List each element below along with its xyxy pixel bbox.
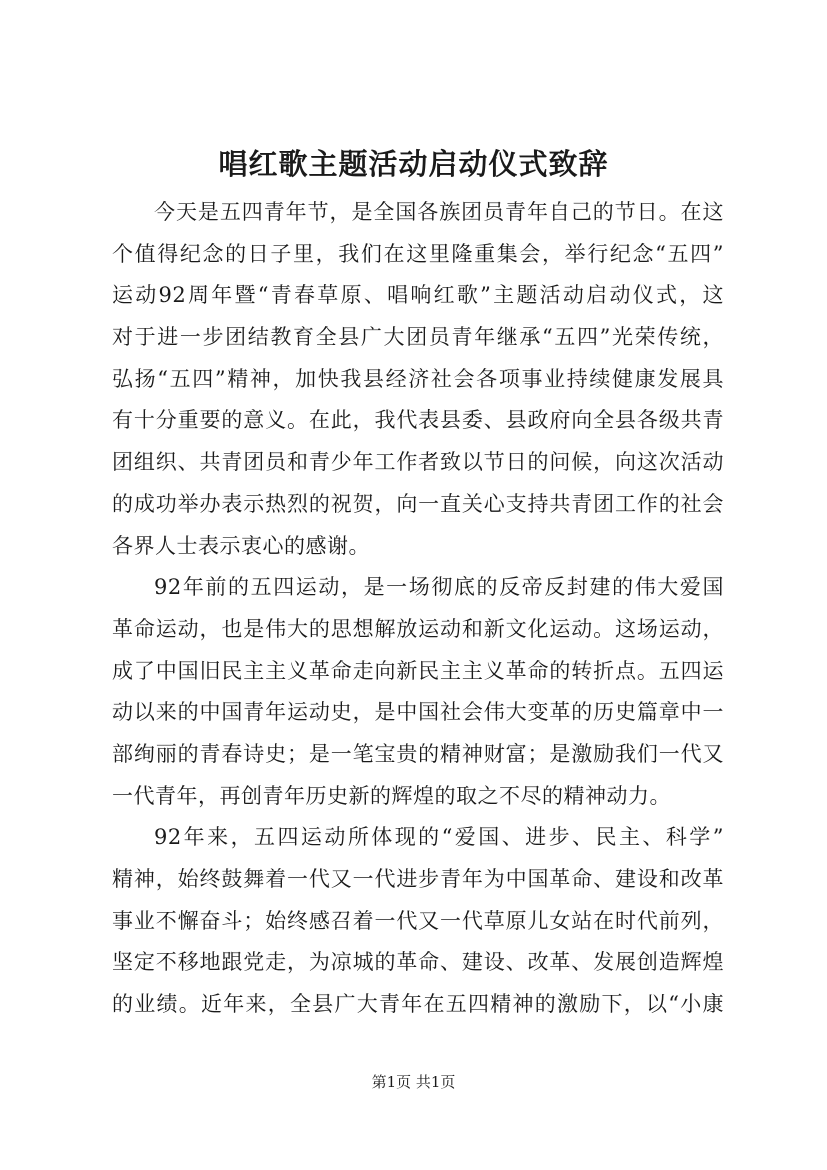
text-line: 的业绩。近年来，全县广大青年在五四精神的激励下，以“小康 bbox=[112, 992, 724, 1017]
text-line: 弘扬“五四”精神，加快我县经济社会各项事业持续健康发展具 bbox=[112, 366, 724, 391]
text-line: 的成功举办表示热烈的祝贺，向一直关心支持共青团工作的社会 bbox=[112, 491, 724, 516]
text-line: 运动92周年暨“青春草原、唱响红歌”主题活动启动仪式，这 bbox=[112, 283, 724, 308]
document-title: 唱红歌主题活动启动仪式致辞 bbox=[218, 147, 609, 181]
text-line: 动以来的中国青年运动史，是中国社会伟大变革的历史篇章中一 bbox=[112, 700, 724, 725]
text-line: 今天是五四青年节，是全国各族团员青年自己的节日。在这 bbox=[154, 200, 724, 224]
text-line: 坚定不移地跟党走，为凉城的革命、建设、改革、发展创造辉煌 bbox=[112, 950, 724, 975]
text-line: 事业不懈奋斗；始终感召着一代又一代草原儿女站在时代前列， bbox=[112, 908, 724, 933]
page-footer: 第1页 共1页 bbox=[371, 1073, 456, 1091]
text-line: 92年前的五四运动，是一场彻底的反帝反封建的伟大爱国 bbox=[154, 575, 724, 600]
text-line: 对于进一步团结教育全县广大团员青年继承“五四”光荣传统， bbox=[112, 325, 724, 350]
text-line: 精神，始终鼓舞着一代又一代进步青年为中国革命、建设和改革 bbox=[112, 867, 724, 891]
text-line: 部绚丽的青春诗史；是一笔宝贵的精神财富；是激励我们一代又 bbox=[112, 741, 724, 766]
text-line: 一代青年，再创青年历史新的辉煌的取之不尽的精神动力。 bbox=[112, 783, 671, 808]
text-line: 92年来，五四运动所体现的“爱国、进步、民主、科学” bbox=[154, 825, 724, 850]
text-line: 有十分重要的意义。在此，我代表县委、县政府向全县各级共青 bbox=[112, 408, 724, 433]
text-line: 成了中国旧民主主义革命走向新民主主义革命的转折点。五四运 bbox=[112, 658, 724, 683]
text-line: 团组织、共青团员和青少年工作者致以节日的问候，向这次活动 bbox=[112, 450, 724, 475]
text-line: 个值得纪念的日子里，我们在这里隆重集会，举行纪念“五四” bbox=[112, 241, 724, 266]
text-line: 各界人士表示衷心的感谢。 bbox=[112, 533, 370, 558]
document-body bbox=[112, 192, 724, 1026]
text-line: 革命运动，也是伟大的思想解放运动和新文化运动。这场运动， bbox=[112, 616, 724, 641]
